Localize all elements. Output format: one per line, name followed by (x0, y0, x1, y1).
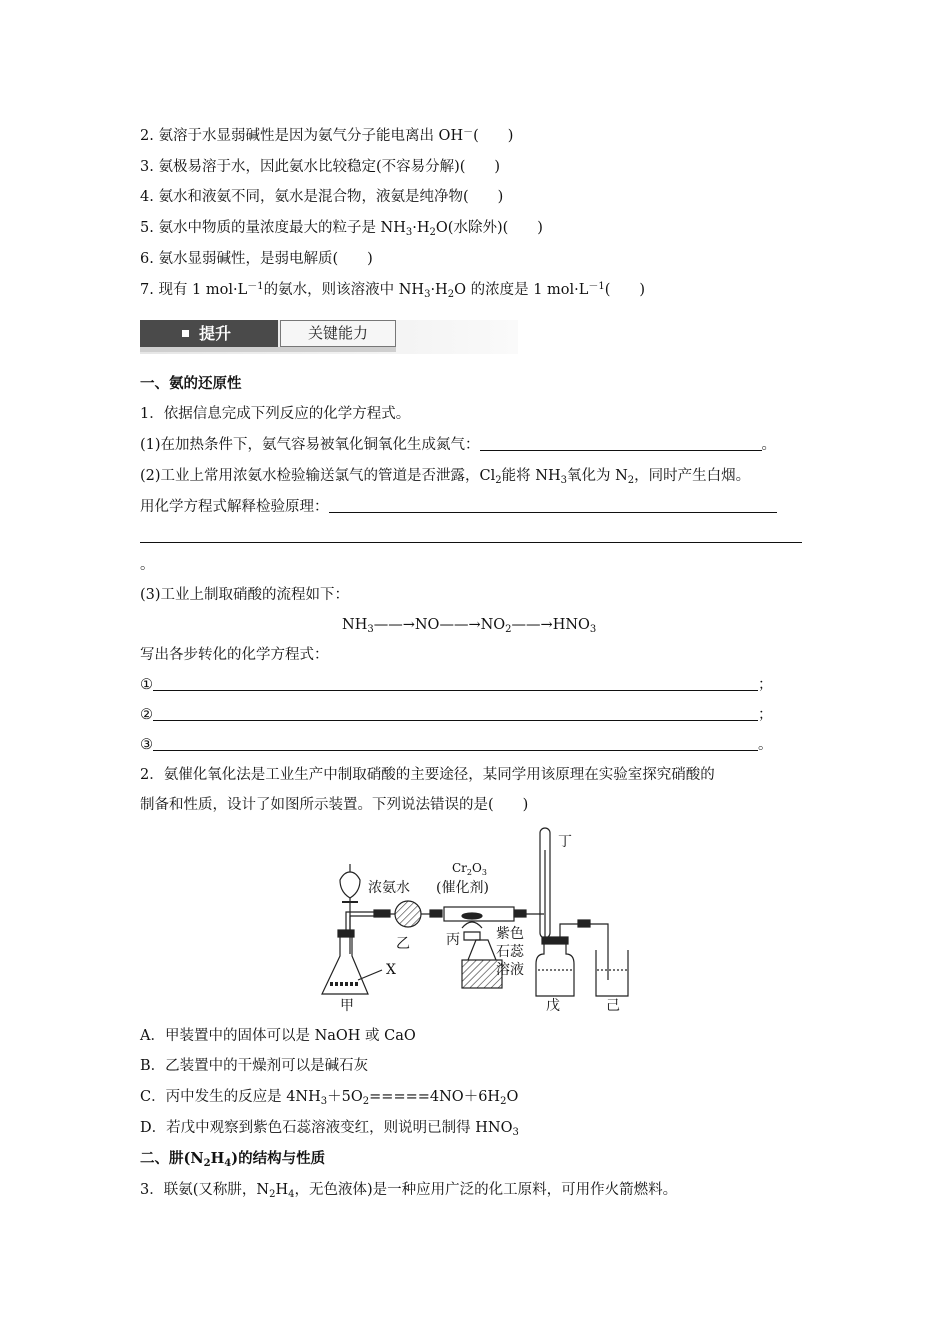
banner-tag: 提升 (140, 320, 278, 347)
step-2: ② ； (140, 707, 773, 723)
svg-text:Cr2O3: $Cr_2O_3$ (452, 861, 487, 877)
part-3: (3)工业上制取硝酸的流程如下： (140, 587, 350, 603)
option-c[interactable]: C．丙中发生的反应是 $4NH_3+5O_2=====4NO+6H_2O$ (140, 1089, 519, 1107)
label-litmus-2: 石蕊 (496, 944, 524, 960)
square-icon (182, 330, 189, 337)
step-1: ① ； (140, 677, 773, 693)
label-jia: 甲 (340, 998, 354, 1014)
catalyst (462, 913, 482, 919)
part-3-prompt: 写出各步转化的化学方程式： (140, 647, 329, 663)
drying-bulb-yi (395, 901, 421, 927)
part-2-end: 。 (140, 557, 155, 573)
answer-blank[interactable] (140, 528, 802, 543)
part-2: (2)工业上常用浓氨水检验输送氯气的管道是否泄露，$Cl_2$能将 $NH_3$氧化为 $N_2$，同时产生白烟。 (140, 468, 751, 486)
question-7: 7. 现有 1 $mol\cdot L^{-1}$的氨水，则该溶液中 $NH_3\cdot H_2O$ 的浓度是 1 $mol\cdot L^{-1}$( ) (140, 281, 646, 300)
question-6: 6. 氨水显弱碱性，是弱电解质( ) (140, 251, 373, 267)
experiment-apparatus-figure (312, 820, 648, 1016)
question-5: 5. 氨水中物质的量浓度最大的粒子是 $NH_3\cdot H_2O$(水除外)( ) (140, 220, 543, 238)
answer-blank[interactable] (153, 706, 758, 721)
label-litmus-3: 溶液 (496, 962, 524, 978)
option-a[interactable]: A．甲装置中的固体可以是 NaOH 或 CaO (140, 1028, 416, 1044)
question-3: 3. 氨极易溶于水，因此氨水比较稳定(不容易分解)( ) (140, 159, 501, 175)
separatory-funnel (340, 872, 360, 898)
banner-title: 关键能力 (280, 320, 396, 347)
section1-heading: 一、氨的还原性 (140, 375, 242, 392)
section-banner (140, 320, 518, 354)
answer-blank[interactable] (153, 736, 758, 751)
question-2: 2. 氨溶于水显弱碱性是因为氨气分子能电离出 OH－( ) (140, 127, 514, 144)
part-2-prompt: 用化学方程式解释检验原理： (140, 497, 777, 517)
question2-line2: 制备和性质，设计了如图所示装置。下列说法错误的是( ) (140, 797, 529, 813)
answer-blank[interactable] (329, 498, 777, 513)
label-ding: 丁 (558, 834, 572, 850)
nitric-acid-flow: $NH_3——\to NO——\to NO_2——\to HNO_3$ (342, 617, 597, 635)
label-bing: 丙 (446, 932, 460, 948)
part-1: (1)在加热条件下，氨气容易被氧化铜氧化生成氮气： 。 (140, 437, 777, 453)
question-3-stem: 3．联氨(又称肼，$N_2H_4$，无色液体)是一种应用广泛的化工原料，可用作火箭燃料。 (140, 1182, 678, 1200)
label-yi: 乙 (396, 936, 410, 952)
label-ammonia: 浓氨水 (368, 880, 410, 896)
question-4: 4. 氨水和液氨不同，氨水是混合物，液氨是纯净物( ) (140, 189, 504, 205)
section2-heading: 二、肼$(N_2H_4)$的结构与性质 (140, 1150, 326, 1169)
beaker-ji (596, 950, 628, 996)
question-1-stem: 1．依据信息完成下列反应的化学方程式。 (140, 406, 411, 422)
question2-line1: 2．氨催化氧化法是工业生产中制取硝酸的主要途径，某同学用该原理在实验室探究硝酸的 (140, 767, 715, 783)
banner-shadow (140, 347, 396, 352)
label-wu: 戊 (546, 998, 560, 1014)
label-litmus-1: 紫色 (496, 926, 524, 942)
answer-blank[interactable] (480, 436, 762, 451)
label-ji: 己 (606, 998, 620, 1014)
option-d[interactable]: D．若戊中观察到紫色石蕊溶液变红，则说明已制得 $HNO_3$ (140, 1120, 519, 1138)
answer-blank[interactable] (153, 676, 758, 691)
label-catalyst: (催化剂) (436, 880, 489, 896)
option-b[interactable]: B．乙装置中的干燥剂可以是碱石灰 (140, 1058, 369, 1074)
label-x: X (386, 962, 396, 978)
step-3: ③ 。 (140, 737, 773, 753)
part-2-blank-line (140, 527, 802, 547)
